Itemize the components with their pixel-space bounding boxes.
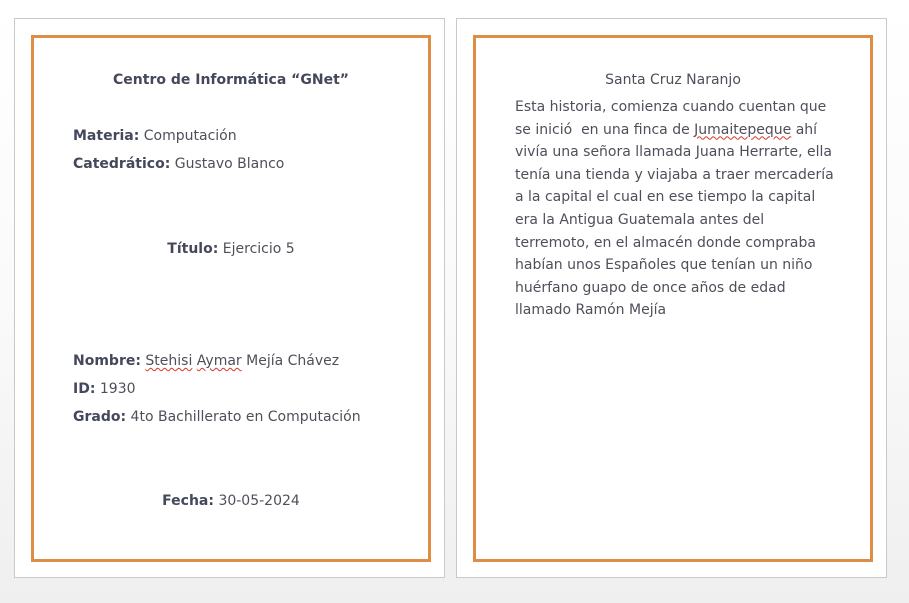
story-line: habían unos Españoles que tenían un niño: [515, 257, 813, 274]
story-line: a la capital el cual en ese tiempo la capital: [515, 189, 816, 206]
id-value: 1930: [99, 381, 136, 397]
nombre-label: Nombre:: [73, 353, 141, 369]
story-line: terremoto, en el almacén donde compraba: [515, 234, 816, 251]
id-label: ID:: [73, 381, 96, 397]
page-border: [31, 35, 431, 562]
misspelled-word: Jumaitepeque: [694, 121, 792, 138]
materia-value: Computación: [143, 128, 237, 144]
nombre-first-name: Stehisi: [145, 353, 193, 369]
story-line: Esta historia, comienza cuando cuentan que: [515, 99, 827, 115]
story-title: Santa Cruz Naranjo: [605, 72, 741, 88]
materia-label: Materia:: [73, 128, 140, 144]
cover-page: [14, 18, 445, 578]
story-line-tail: ahí: [791, 121, 818, 138]
nombre-middle-name: Aymar: [196, 353, 242, 369]
story-line: [515, 119, 845, 142]
nombre-surnames: Mejía Chávez: [246, 353, 340, 369]
materia-line: [73, 127, 237, 145]
id-line: [73, 380, 136, 398]
fecha-line: [34, 492, 428, 510]
institution-heading: Centro de Informática “GNet”: [113, 72, 349, 88]
story-line: vivía una señora llamada Juana Herrarte, ella: [515, 144, 832, 161]
story-paragraph: [515, 96, 845, 322]
fecha-label: Fecha:: [162, 493, 214, 509]
grado-value: 4to Bachillerato en Computación: [130, 409, 361, 425]
catedratico-value: Gustavo Blanco: [174, 156, 285, 172]
story-page: [456, 18, 887, 578]
catedratico-label: Catedrático:: [73, 156, 171, 172]
titulo-line: [34, 240, 428, 258]
story-line: tenía una tienda y viajaba a traer mercadería: [515, 166, 834, 183]
titulo-label: Título:: [167, 241, 219, 257]
story-line: llamado Ramón Mejía: [515, 302, 667, 319]
grado-label: Grado:: [73, 409, 127, 425]
page-border: [473, 35, 873, 562]
story-line: huérfano guapo de once años de edad: [515, 279, 786, 296]
fecha-value: 30-05-2024: [218, 493, 300, 509]
story-line-text: se inició en una finca de: [515, 121, 695, 138]
titulo-value: Ejercicio 5: [222, 241, 295, 257]
story-line: era la Antigua Guatemala antes del: [515, 211, 765, 228]
nombre-line: [73, 352, 339, 370]
catedratico-line: [73, 155, 284, 173]
grado-line: [73, 408, 361, 426]
